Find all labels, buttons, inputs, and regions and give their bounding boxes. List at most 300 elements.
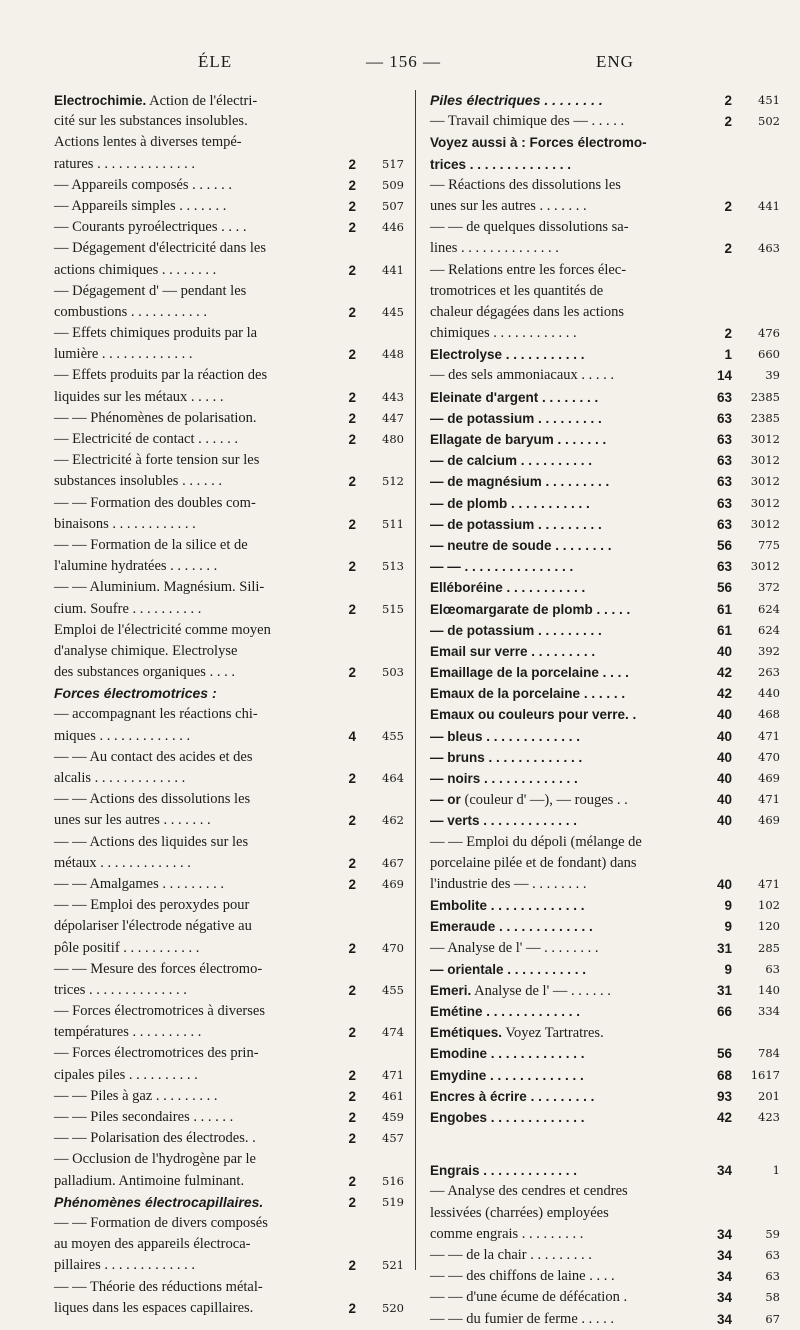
- volume-number: 63: [716, 559, 732, 575]
- page-reference: 285: [758, 940, 780, 955]
- index-entry: [430, 980, 780, 1001]
- page-reference: 519: [382, 1194, 404, 1209]
- entry-text: liques dans les espaces capillaires.: [54, 1299, 254, 1316]
- index-entry: [430, 260, 780, 281]
- entry-text: combustions . . . . . . . . . . .: [54, 303, 208, 320]
- index-entry: [54, 1149, 404, 1170]
- entry-text: Emaillage de la porcelaine . . . .: [430, 665, 629, 681]
- index-entry: [54, 980, 404, 1001]
- volume-number: 2: [348, 347, 356, 363]
- volume-number: 2: [348, 432, 356, 447]
- entry-text: Emaux ou couleurs pour verre. .: [430, 707, 637, 723]
- entry-text: cité sur les substances insolubles.: [54, 113, 248, 130]
- volume-number: 40: [716, 876, 732, 892]
- entry-text: — bruns . . . . . . . . . . . . .: [430, 749, 583, 765]
- page-reference: 469: [382, 876, 404, 891]
- index-entry: [54, 1298, 404, 1319]
- entry-text: — neutre de soude . . . . . . . .: [430, 537, 612, 553]
- page-reference: 120: [758, 919, 780, 934]
- index-entry: [54, 1234, 404, 1255]
- entry-text: Engobes . . . . . . . . . . . . .: [430, 1110, 585, 1125]
- index-entry: [54, 238, 404, 259]
- page-reference: 469: [758, 813, 780, 828]
- entry-text: — Occlusion de l'hydrogène par le: [54, 1151, 256, 1168]
- volume-number: 2: [348, 665, 356, 681]
- page-reference: 455: [382, 728, 404, 743]
- page-reference: 63: [765, 1269, 780, 1284]
- entry-text: — accompagnant les réactions chi-: [54, 706, 258, 723]
- index-entry: [54, 365, 404, 386]
- volume-number: 2: [724, 198, 732, 214]
- entry-text: — Effets produits par la réaction des: [54, 367, 268, 384]
- entry-text: — Relations entre les forces élec-: [430, 261, 627, 278]
- entry-text: Phénomènes électrocapillaires.: [54, 1193, 264, 1210]
- entry-text: trices . . . . . . . . . . . . . .: [54, 981, 187, 998]
- volume-number: 40: [716, 728, 732, 744]
- entry-text: — — Formation des doubles com-: [54, 494, 256, 511]
- index-entry: [430, 662, 780, 683]
- volume-number: 2: [348, 410, 356, 426]
- index-entry: [430, 641, 780, 662]
- index-entry: [430, 810, 780, 831]
- volume-number: 2: [724, 241, 732, 257]
- entry-text: cipales piles . . . . . . . . . .: [54, 1066, 198, 1083]
- page-reference: 471: [758, 876, 780, 891]
- entry-text: lines . . . . . . . . . . . . . .: [430, 240, 559, 257]
- index-entry: [430, 916, 780, 937]
- column-divider: [415, 90, 416, 1270]
- index-entry: [54, 196, 404, 217]
- entry-text: porcelaine pilée et de fondant) dans: [430, 854, 637, 871]
- volume-number: 63: [716, 389, 732, 405]
- index-entry: [54, 154, 404, 175]
- page-reference: 507: [382, 198, 404, 213]
- index-entry: [430, 874, 780, 895]
- entry-text: métaux . . . . . . . . . . . . .: [54, 854, 191, 871]
- entry-text: — — Aluminium. Magnésium. Sili-: [54, 579, 265, 596]
- entry-text: — Appareils composés . . . . . .: [54, 176, 233, 193]
- entry-text: Emétine . . . . . . . . . . . . .: [430, 1004, 581, 1020]
- entry-text: — — Polarisation des électrodes. .: [54, 1130, 256, 1147]
- volume-number: 2: [348, 516, 356, 532]
- entry-text: dépolariser l'électrode négative au: [54, 918, 252, 935]
- index-entry: [430, 493, 780, 514]
- entry-text: — Effets chimiques produits par la: [54, 325, 258, 342]
- volume-number: 2: [348, 1173, 356, 1189]
- right-column: [430, 90, 780, 1330]
- index-entry: [430, 450, 780, 471]
- entry-text: — — Au contact des acides et des: [54, 748, 253, 765]
- volume-number: 63: [716, 516, 732, 532]
- page-reference: 443: [382, 389, 404, 404]
- page-reference: 39: [765, 368, 780, 383]
- entry-text: — — de quelques dissolutions sa-: [430, 219, 629, 236]
- volume-number: 2: [348, 1258, 356, 1274]
- entry-text: Emploi de l'électricité comme moyen: [54, 621, 271, 638]
- entry-text: alcalis . . . . . . . . . . . . .: [54, 770, 186, 786]
- page-reference: 624: [758, 601, 780, 616]
- index-entry: [430, 1001, 780, 1022]
- volume-number: 2: [348, 1131, 356, 1147]
- volume-number: 42: [716, 665, 732, 681]
- index-entry: [430, 1065, 780, 1086]
- index-entry: [54, 1128, 404, 1149]
- page-reference: 140: [758, 982, 780, 997]
- index-entry: [430, 217, 780, 238]
- page-reference: 63: [765, 1247, 780, 1262]
- index-entry: [54, 1192, 404, 1213]
- index-entry: [430, 683, 780, 704]
- volume-number: 63: [716, 432, 732, 447]
- index-entry: [54, 323, 404, 344]
- page-reference: 469: [758, 771, 780, 785]
- page-reference: 445: [382, 304, 404, 319]
- entry-text: — verts . . . . . . . . . . . . .: [430, 813, 578, 829]
- page-reference: 462: [382, 813, 404, 828]
- volume-number: 2: [724, 114, 732, 130]
- entry-text: Eleinate d'argent . . . . . . . .: [430, 389, 599, 405]
- page-reference: 59: [765, 1226, 780, 1241]
- index-entry: [54, 1022, 404, 1043]
- index-entry: [430, 344, 780, 365]
- page-reference: 480: [382, 432, 404, 446]
- index-entry: [430, 1203, 780, 1224]
- page-reference: 775: [758, 537, 780, 552]
- index-entry: [430, 789, 780, 810]
- index-entry: [54, 1043, 404, 1064]
- page-reference: 440: [758, 686, 780, 701]
- volume-number: 9: [724, 898, 732, 914]
- index-entry: [54, 429, 404, 450]
- page-reference: 784: [758, 1046, 780, 1061]
- entry-text: — — du fumier de ferme . . . . .: [430, 1310, 615, 1327]
- entry-text: pillaires . . . . . . . . . . . . .: [54, 1257, 195, 1274]
- entry-text: — de plomb . . . . . . . . . . .: [430, 495, 590, 511]
- left-column: [54, 90, 404, 1319]
- entry-text: — noirs . . . . . . . . . . . . .: [430, 771, 578, 786]
- entry-text: — de potassium . . . . . . . . .: [430, 516, 602, 532]
- entry-text: l'alumine hydratées . . . . . . .: [54, 558, 218, 575]
- index-entry: [430, 1245, 780, 1266]
- volume-number: 40: [716, 771, 732, 786]
- index-entry: [430, 387, 780, 408]
- page-reference: 471: [758, 728, 780, 743]
- index-entry: [430, 514, 780, 535]
- index-entry: [54, 832, 404, 853]
- page-reference: 3012: [750, 516, 780, 531]
- page-reference: 334: [758, 1004, 780, 1019]
- entry-text: Engrais . . . . . . . . . . . . .: [430, 1163, 578, 1179]
- entry-text: — de potassium . . . . . . . . .: [430, 622, 602, 638]
- entry-text: Electrolyse . . . . . . . . . . .: [430, 347, 585, 363]
- running-header: [0, 52, 800, 76]
- page-reference: 517: [382, 156, 404, 171]
- page-reference: 521: [382, 1258, 404, 1273]
- index-entry: [54, 1255, 404, 1276]
- volume-number: 2: [348, 198, 356, 214]
- entry-text: — — Mesure des forces électromo-: [54, 960, 263, 977]
- index-entry: [54, 895, 404, 916]
- volume-number: 2: [348, 771, 356, 786]
- index-entry: [430, 938, 780, 959]
- index-entry: [54, 493, 404, 514]
- index-entry: [54, 853, 404, 874]
- index-entry: [54, 810, 404, 831]
- entry-text: Piles électriques . . . . . . . .: [430, 92, 603, 108]
- index-entry: [54, 620, 404, 641]
- volume-number: 40: [716, 749, 732, 765]
- index-entry: [54, 302, 404, 323]
- index-entry: [54, 577, 404, 598]
- page-reference: 63: [765, 961, 780, 976]
- entry-text: chimiques . . . . . . . . . . . .: [430, 325, 577, 342]
- volume-number: 31: [716, 940, 732, 956]
- page-reference: 624: [758, 622, 780, 637]
- page-reference: 3012: [750, 559, 780, 574]
- volume-number: 2: [348, 940, 356, 956]
- volume-number: 34: [716, 1163, 732, 1179]
- page-reference: 1: [772, 1163, 780, 1178]
- entry-text: — Dégagement d'électricité dans les: [54, 240, 266, 257]
- entry-text: — Electricité de contact . . . . . .: [54, 431, 238, 447]
- entry-text: palladium. Antimoine fulminant.: [54, 1172, 245, 1189]
- volume-number: 2: [348, 601, 356, 617]
- index-entry: [430, 895, 780, 916]
- entry-text: unes sur les autres . . . . . . .: [430, 197, 587, 214]
- volume-number: 2: [348, 474, 356, 490]
- volume-number: 2: [724, 93, 732, 108]
- page-reference: 471: [758, 792, 780, 807]
- index-entry: [430, 302, 780, 323]
- index-entry: [54, 132, 404, 153]
- index-entry: [430, 704, 780, 725]
- index-entry: [430, 1181, 780, 1202]
- index-entry: [54, 1171, 404, 1192]
- volume-number: 2: [348, 304, 356, 320]
- page-reference: 58: [765, 1290, 780, 1305]
- page-reference: 441: [382, 262, 404, 277]
- entry-text: Emeraude . . . . . . . . . . . . .: [430, 919, 593, 935]
- index-entry: [430, 726, 780, 747]
- entry-text: Elléboréine . . . . . . . . . . .: [430, 580, 586, 596]
- index-entry: [430, 577, 780, 598]
- index-entry: [430, 1160, 780, 1181]
- volume-number: 9: [724, 961, 732, 977]
- index-entry: [430, 1043, 780, 1064]
- volume-number: 2: [348, 559, 356, 575]
- index-entry: [54, 450, 404, 471]
- volume-number: 2: [348, 1194, 356, 1210]
- page-reference: 201: [758, 1088, 780, 1103]
- page-reference: 423: [758, 1110, 780, 1124]
- volume-number: 34: [716, 1269, 732, 1285]
- entry-text: — Analyse de l' — . . . . . . . .: [430, 939, 599, 956]
- entry-text: — — Emploi du dépoli (mélange de: [430, 833, 642, 850]
- index-entry: [430, 1224, 780, 1245]
- index-entry: [54, 111, 404, 132]
- index-entry: [54, 959, 404, 980]
- index-entry: [430, 196, 780, 217]
- volume-number: 2: [348, 389, 356, 405]
- page-reference: 471: [382, 1067, 404, 1082]
- index-entry: [54, 175, 404, 196]
- index-entry: [430, 1287, 780, 1308]
- page-reference: 509: [382, 177, 404, 192]
- entry-text: lessivées (charrées) employées: [430, 1204, 609, 1221]
- entry-text: d'analyse chimique. Electrolyse: [54, 642, 238, 659]
- entry-text: — Forces électromotrices à diverses: [54, 1003, 265, 1020]
- index-entry: [430, 1086, 780, 1107]
- volume-number: 2: [348, 982, 356, 998]
- page-reference: 464: [382, 771, 404, 785]
- entry-text: liquides sur les métaux . . . . .: [54, 388, 224, 405]
- page-reference: 467: [382, 855, 404, 870]
- page-reference: 503: [382, 665, 404, 680]
- entry-text: — — Emploi des peroxydes pour: [54, 897, 250, 914]
- page-reference: 468: [758, 707, 780, 722]
- volume-number: 63: [716, 410, 732, 426]
- volume-number: 40: [716, 792, 732, 808]
- index-entry: [430, 1107, 780, 1128]
- index-entry: [54, 1065, 404, 1086]
- index-entry: [430, 238, 780, 259]
- entry-text: — — Amalgames . . . . . . . . .: [54, 875, 224, 892]
- index-entry: [54, 916, 404, 937]
- entry-text: miques . . . . . . . . . . . . .: [54, 727, 191, 744]
- entry-text: — — d'une écume de défécation .: [430, 1289, 628, 1306]
- volume-number: 14: [716, 368, 732, 384]
- page-reference: 520: [382, 1300, 404, 1315]
- entry-text: — — Phénomènes de polarisation.: [54, 409, 257, 426]
- page-reference: 3012: [750, 474, 780, 489]
- entry-text: — — Formation de la silice et de: [54, 536, 248, 553]
- index-entry: [54, 471, 404, 492]
- index-entry: [430, 832, 780, 853]
- volume-number: 63: [716, 453, 732, 469]
- entry-text: — — de la chair . . . . . . . . .: [430, 1246, 592, 1263]
- entry-text: chaleur dégagées dans les actions: [430, 303, 625, 320]
- index-entry: [430, 365, 780, 386]
- page-reference: 463: [758, 241, 780, 256]
- entry-text: — — des chiffons de laine . . . .: [430, 1268, 615, 1285]
- entry-text: — Travail chimique des — . . . . .: [430, 113, 625, 130]
- volume-number: 34: [716, 1311, 732, 1327]
- entry-text: au moyen des appareils électroca-: [54, 1236, 251, 1253]
- index-entry: [430, 323, 780, 344]
- entry-text: — Réactions des dissolutions les: [430, 176, 621, 193]
- index-entry: [430, 768, 780, 789]
- entry-text: des substances organiques . . . .: [54, 664, 235, 681]
- index-entry: [54, 514, 404, 535]
- page-reference: 476: [758, 326, 780, 341]
- volume-number: 56: [716, 1046, 732, 1062]
- index-entry: [54, 535, 404, 556]
- entry-text: unes sur les autres . . . . . . .: [54, 812, 211, 829]
- entry-text: l'industrie des — . . . . . . . .: [430, 875, 587, 892]
- index-entry: [54, 387, 404, 408]
- entry-text: — de magnésium . . . . . . . . .: [430, 474, 610, 490]
- index-entry: [54, 641, 404, 662]
- entry-text: — Forces électromotrices des prin-: [54, 1045, 259, 1062]
- page-reference: 459: [382, 1110, 404, 1124]
- volume-number: 4: [348, 728, 356, 744]
- index-entry: [54, 556, 404, 577]
- index-entry: [430, 853, 780, 874]
- entry-text: Voyez aussi à : Forces électromo-: [430, 135, 647, 151]
- entry-text: — des sels ammoniacaux . . . . .: [430, 367, 615, 384]
- index-entry: [430, 132, 780, 153]
- entry-text: comme engrais . . . . . . . . .: [430, 1225, 584, 1242]
- volume-number: 2: [348, 262, 356, 278]
- page-reference: 1617: [750, 1067, 780, 1082]
- page-reference: 451: [758, 93, 780, 107]
- index-entry: [430, 1022, 780, 1043]
- index-entry: [54, 90, 404, 111]
- index-entry: [430, 1266, 780, 1287]
- index-entry: [54, 217, 404, 238]
- page-reference: 441: [758, 198, 780, 213]
- page-reference: 102: [758, 898, 780, 913]
- page-reference: 511: [382, 516, 404, 531]
- index-entry: [54, 683, 404, 704]
- volume-number: 40: [716, 813, 732, 829]
- entry-text: — or (couleur d' —), — rouges . .: [430, 792, 628, 809]
- index-entry: [54, 599, 404, 620]
- entry-text: — Electricité à forte tension sur les: [54, 452, 260, 469]
- index-entry: [430, 747, 780, 768]
- volume-number: 93: [716, 1088, 732, 1104]
- entry-text: — Analyse des cendres et cendres: [430, 1183, 628, 1200]
- index-entry: [54, 662, 404, 683]
- volume-number: 40: [716, 643, 732, 659]
- index-entry: [430, 1128, 780, 1160]
- entry-text: cium. Soufre . . . . . . . . . .: [54, 600, 202, 617]
- header-right: ENG: [596, 52, 634, 71]
- volume-number: 2: [724, 326, 732, 342]
- entry-text: — — Formation de divers composés: [54, 1214, 268, 1231]
- page-reference: 2385: [750, 389, 780, 404]
- volume-number: 63: [716, 474, 732, 490]
- page-reference: 512: [382, 474, 404, 489]
- entry-text: — — Piles à gaz . . . . . . . . .: [54, 1087, 218, 1104]
- index-entry: [54, 938, 404, 959]
- entry-text: Actions lentes à diverses tempé-: [54, 134, 242, 151]
- index-entry: [54, 260, 404, 281]
- entry-text: binaisons . . . . . . . . . . . .: [54, 515, 196, 532]
- index-entry: [54, 747, 404, 768]
- page-reference: 3012: [750, 432, 780, 446]
- entry-text: Emodine . . . . . . . . . . . . .: [430, 1046, 585, 1062]
- index-entry: [54, 789, 404, 810]
- volume-number: 2: [348, 855, 356, 871]
- index-entry: [54, 408, 404, 429]
- header-left: ÉLE: [198, 52, 233, 71]
- volume-number: 2: [348, 876, 356, 892]
- entry-text: tromotrices et les quantités de: [430, 282, 604, 299]
- page-reference: 67: [765, 1311, 780, 1326]
- index-entry: [54, 1213, 404, 1234]
- entry-text: — bleus . . . . . . . . . . . . .: [430, 728, 581, 744]
- entry-text: Elœomargarate de plomb . . . . .: [430, 601, 631, 617]
- entry-text: Email sur verre . . . . . . . . .: [430, 643, 596, 659]
- volume-number: 2: [348, 1110, 356, 1125]
- volume-number: 40: [716, 707, 732, 723]
- volume-number: 68: [716, 1067, 732, 1083]
- entry-text: températures . . . . . . . . . .: [54, 1024, 202, 1041]
- page-reference: 372: [758, 580, 780, 595]
- page-reference: 461: [382, 1088, 404, 1103]
- index-entry: [54, 1277, 404, 1298]
